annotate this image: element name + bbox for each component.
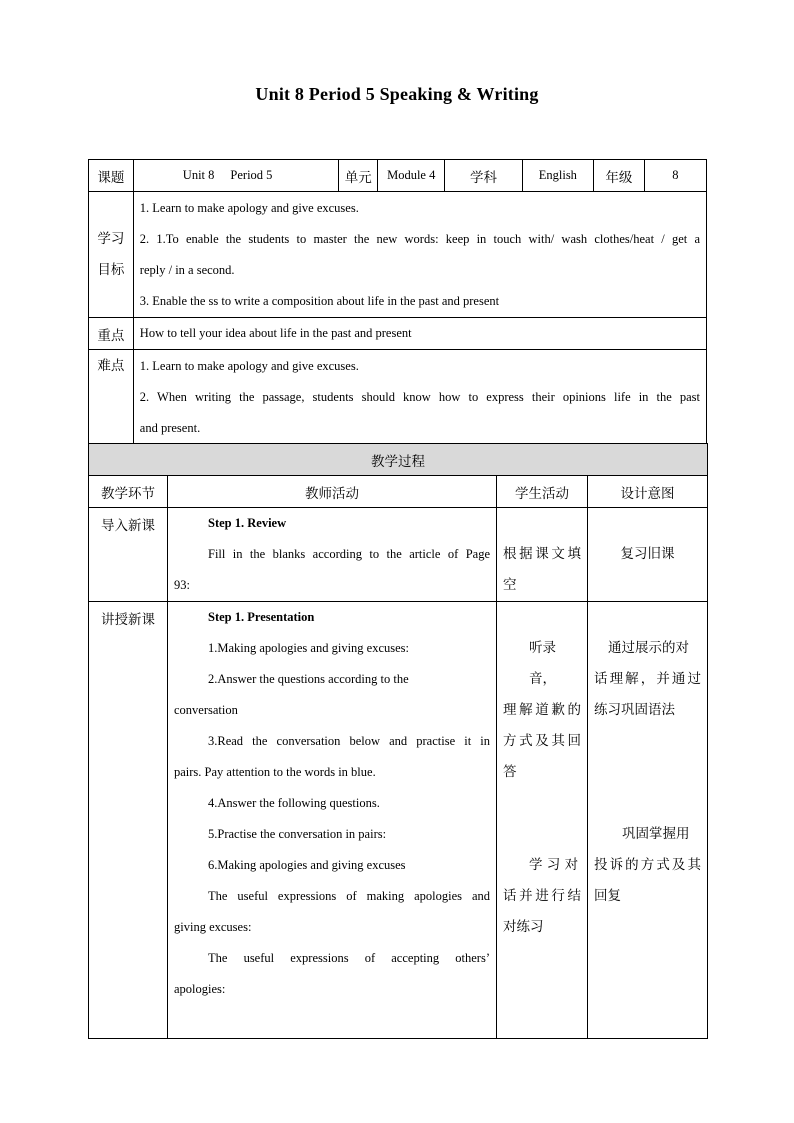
objectives-content xyxy=(133,192,706,318)
page-title: Unit 8 Period 5 Speaking & Writing xyxy=(255,84,539,104)
teach-item-7: The useful expressions of making apologies and xyxy=(208,889,490,903)
teach-step: Step 1. Presentation xyxy=(208,610,315,624)
grade-value: 8 xyxy=(644,160,706,192)
col-stage: 教学环节 xyxy=(89,476,168,508)
lesson-info-table xyxy=(88,159,707,445)
difficulty-label: 难点 xyxy=(89,350,134,445)
teach-item-3-cont: pairs. Pay attention to the words in blue. xyxy=(174,765,376,779)
difficulty-2: 2. When writing the passage, students should know how to express their opinions life in the past xyxy=(139,390,700,404)
unit-label: 单元 xyxy=(339,160,378,192)
objective-1: 1. Learn to make apology and give excuses. xyxy=(139,201,359,215)
objective-3: 3. Enable the ss to write a composition about life in the past and present xyxy=(139,294,500,308)
objectives-label: 学习 目标 xyxy=(89,192,134,318)
teach-design: 通过展示的对 话理解，并通过 练习巩固语法 巩固掌握用 投诉的方式及其 回复 xyxy=(588,602,708,1039)
teach-student: 听录音， 理解道歉的 方式及其回 答 学 习 对 话并进行结 对练习 xyxy=(497,602,588,1039)
difficulty-content xyxy=(133,350,706,445)
teach-teacher xyxy=(168,602,497,1039)
process-table xyxy=(88,443,708,1039)
intro-line-1: Fill in the blanks according to the article of Page xyxy=(208,547,490,561)
teach-item-4: 4.Answer the following questions. xyxy=(208,796,380,810)
teach-item-8-cont: apologies: xyxy=(174,982,226,996)
intro-line-2: 93: xyxy=(174,578,190,592)
col-teacher: 教师活动 xyxy=(168,476,497,508)
table-row xyxy=(89,508,708,602)
intro-step: Step 1. Review xyxy=(208,516,287,530)
intro-student: 根据课文填 空 xyxy=(497,508,588,602)
teach-item-1: 1.Making apologies and giving excuses: xyxy=(208,641,410,655)
topic-unit: Unit 8 xyxy=(182,168,215,182)
objective-2-cont: reply / in a second. xyxy=(139,263,235,277)
teach-item-7-cont: giving excuses: xyxy=(174,920,252,934)
teach-item-5: 5.Practise the conversation in pairs: xyxy=(208,827,387,841)
teach-item-2: 2.Answer the questions according to the xyxy=(208,672,409,686)
topic-label: 课题 xyxy=(89,160,134,192)
teach-item-2-cont: conversation xyxy=(174,703,238,717)
col-design: 设计意图 xyxy=(588,476,708,508)
intro-design: 复习旧课 xyxy=(588,508,708,602)
topic-period: Period 5 xyxy=(230,168,273,182)
table-row xyxy=(89,602,708,1039)
process-header: 教学过程 xyxy=(89,444,708,476)
difficulty-1: 1. Learn to make apology and give excuses. xyxy=(139,359,359,373)
key-point-text: How to tell your idea about life in the past and present xyxy=(133,318,706,350)
intro-teacher xyxy=(168,508,497,602)
subject-label: 学科 xyxy=(445,160,522,192)
teach-item-6: 6.Making apologies and giving excuses xyxy=(208,858,406,872)
stage-teach: 讲授新课 xyxy=(89,602,168,1039)
col-student: 学生活动 xyxy=(497,476,588,508)
teach-item-3: 3.Read the conversation below and practise it in xyxy=(208,734,490,748)
subject-value: English xyxy=(522,160,593,192)
grade-label: 年级 xyxy=(593,160,644,192)
objective-2: 2. 1.To enable the students to master the new words: keep in touch with/ wash clothes/heat / get a xyxy=(139,232,700,246)
unit-value: Module 4 xyxy=(378,160,445,192)
key-point-label: 重点 xyxy=(89,318,134,350)
difficulty-2-cont: and present. xyxy=(139,421,201,435)
stage-intro: 导入新课 xyxy=(89,508,168,602)
teach-item-8: The useful expressions of accepting others’ xyxy=(208,951,490,965)
topic-value xyxy=(133,160,339,192)
